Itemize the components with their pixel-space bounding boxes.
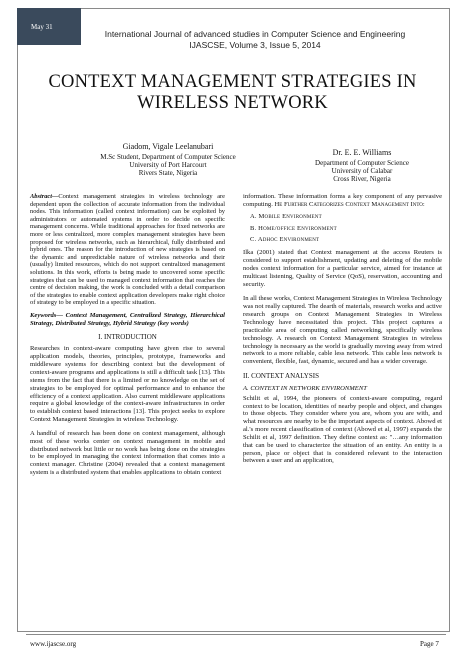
author-affiliation-right-1: Department of Computer Science <box>315 159 409 167</box>
author-block-right <box>282 149 442 183</box>
subsection-a-heading: A. CONTEXT IN NETWORK ENVIRONMENT <box>243 384 367 392</box>
keywords-label: Keywords— <box>30 311 63 319</box>
abstract-label: Abstract— <box>30 193 59 200</box>
author-name-right: Dr. E. E. Williams <box>332 148 392 157</box>
author-affiliation-right-3: Cross River, Nigeria <box>333 175 391 183</box>
right-paragraph-1 <box>243 193 442 209</box>
author-name-left: Giadom, Vigale Leelanubari <box>122 142 214 151</box>
right-paragraph-2: Ilka (2001) stated that Context management at the access Reuters is considered to support establishment, updating and deleting of the mobile nodes context information for a particular service, aimed for instance at multicast listening, Quality of Service (QoS), reservation, accounting and security. <box>243 249 442 288</box>
list-item-mobile: A. Mobile Environment <box>250 212 322 220</box>
left-column <box>30 193 225 481</box>
section-2-heading: II. CONTEXT ANALYSIS <box>243 372 319 381</box>
journal-volume: IJASCSE, Volume 3, Issue 5, 2014 <box>189 40 321 50</box>
date-badge-text: May 31 <box>31 23 53 31</box>
right-column <box>243 193 442 469</box>
intro-paragraph-2: A handful of research has been done on context management, although most of these works center on context management in mobile and distributed network but little or no work has being done on the strategies to be employed in managing the context information that comes into a context manager. Christine (2004) revealed that a context management system is a distributed system that enables applications to obtain context <box>30 429 225 477</box>
list-item-adhoc: C. Adhoc Environment <box>250 236 320 244</box>
right-paragraph-3: In all these works, Context Management Strategies in Wireless Technology was not really captured. The dearth of materials, research works and active research groups on Context Management Strategies in Wireless Technology have necessitated this project. This project captures a practicable area of computing called networking, specifically wireless technology. A research on Context Management Strategies in wireless technology is necessary as the world is gradually moving away from wired network to a more reliable, cable less network. This cable less network is convenient, flexible, fast, dynamic, secured and has a wider coverage. <box>243 295 442 366</box>
keywords-text: Context Management, Centralized Strategy, Hierarchical Strategy, Distributed Strategy, Hybrid Strategy (key words) <box>30 311 225 327</box>
journal-header <box>88 29 422 51</box>
right-paragraph-4: Schilit et al, 1994, the pioneers of context-aware computing, regard context to be location, identities of nearby people and object, and changes to those objects. They consider where you are, whom you are with, and what resources are nearby to be the important aspects of context. Abowd et al.'s more recent classification of context (Abowd et al, 1997) expands the Schilit et al, 1997 definition. They define context as: "…any information that can be used to characterize the situation of an entity. An entity is a person, place or object that is considered relevant to the interaction between a user and an application, <box>243 394 442 465</box>
intro-heading: I. INTRODUCTION <box>98 332 157 341</box>
title-line-2: WIRELESS NETWORK <box>137 93 328 113</box>
right-paragraph-1-caps: He Further Categorizes Context Management Into: <box>274 200 425 208</box>
keywords <box>30 312 225 328</box>
abstract-text: Context management strategies in wireless technology are dependent upon the collection of accurate information from the individual nodes. This information (called context information) can be exploited by administrators or automated systems in order to decide on specific management concerns. While traditional approaches for fixed networks are more or less centralized, more complex management strategies have been proposed for wireless networks, such as hierarchical, fully distributed and hybrid ones. The reason for the introduction of new strategies is based on the dynamic and unpredictable nature of wireless networks and their (usually) limited resources, which do not support centralized management solutions. In this work, efforts is being made to uncovered some specific strategies that can be used to managed context information that reaches the centre of decision making, the work is concluded with a detail comparison of the strategies to enable context application developers make right choice of strategy to be employed in a specific situation. <box>30 193 225 307</box>
intro-paragraph-1: Researches in context-aware computing have given rise to several application models, theories, principles, prototype, frameworks and middleware systems for describing context but the development of context-aware programs and applications is still a difficult task [13]. This stems from the fact that there is a limited or no knowledge on the set of strategies to be employed for optimal performance and to enhance the efficiency of a context application. Also current middleware applications require a global knowledge of the context-aware infrastructures in order to establish context based interactions [13]. This project seeks to explore Context Management Strategies in wireless Technology. <box>30 345 225 424</box>
author-affiliation-left-3: Rivers State, Nigeria <box>138 169 198 177</box>
footer-divider <box>26 634 446 635</box>
date-badge <box>17 8 81 45</box>
author-affiliation-left-1: M.Sc Student, Department of Computer Science <box>100 153 236 161</box>
author-block-left <box>68 143 268 177</box>
author-affiliation-right-2: University of Calabar <box>331 167 393 175</box>
paper-title <box>18 72 447 114</box>
abstract <box>30 193 225 307</box>
footer-url: www.ijascse.org <box>30 640 77 648</box>
title-line-1: CONTEXT MANAGEMENT STRATEGIES IN <box>48 72 417 92</box>
right-paragraph-1-text: information. These information forms a key component of any pervasive computing. <box>243 193 442 208</box>
journal-name: International Journal of advanced studies in Computer Science and Engineering <box>104 29 406 39</box>
author-affiliation-left-2: University of Port Harcourt <box>129 161 207 169</box>
page-number: Page 7 <box>420 640 439 648</box>
list-item-home-office: B. Home/office Environment <box>250 224 337 232</box>
